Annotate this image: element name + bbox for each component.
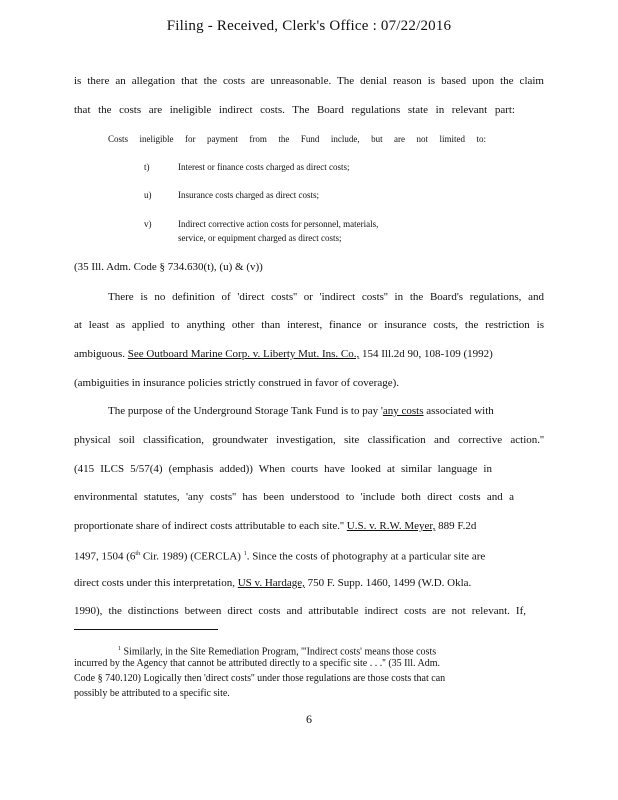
body-line: that the costs are ineligible indirect costs. The Board regulations state in relevant part: <box>74 104 515 116</box>
body-text: associated with <box>423 405 494 417</box>
body-text: Cir. 1989) (CERCLA) <box>140 550 244 563</box>
body-line: (415 ILCS 5/57(4) (emphasis added)) When courts have looked at similar language in <box>74 463 492 475</box>
citation: (35 Ill. Adm. Code § 734.630(t), (u) & (v)) <box>74 261 263 273</box>
quote-item-text: Interest or finance costs charged as direct costs; <box>178 162 350 172</box>
emphasis-underlined: any costs <box>382 405 424 417</box>
page-number: 6 <box>306 712 312 726</box>
body-text: ambiguous. <box>74 348 128 360</box>
footnote-line: possibly be attributed to a specific site. <box>74 688 230 699</box>
body-line: is there an allegation that the costs are unreasonable. The denial reason is based upon the claim <box>74 75 544 87</box>
block-quote-intro: Costs ineligible for payment from the Fund include, but are not limited to: <box>108 134 486 144</box>
footnote-line <box>118 643 498 658</box>
body-line <box>74 547 544 564</box>
body-text: . Since the costs of photography at a particular site are <box>246 550 486 563</box>
body-line <box>74 576 544 590</box>
footnote-line: Code § 740.120) Logically then 'direct costs'' under those regulations are those costs that can <box>74 673 446 684</box>
ordinal-superscript: th <box>135 551 141 557</box>
quote-item-label: u) <box>144 190 152 200</box>
footnote-reference: 1 <box>243 551 247 557</box>
footnote-line: incurred by the Agency that cannot be attributed directly to a specific site . . .'' (35 Ill. Adm. <box>74 658 440 669</box>
footnote-text: Similarly, in the Site Remediation Program, '''Indirect costs' means those costs <box>121 646 437 658</box>
body-line: at least as applied to anything other than interest, finance or insurance costs, the restriction is <box>74 319 544 331</box>
body-line: environmental statutes, 'any costs'' has been understood to 'include both direct costs and a <box>74 491 514 503</box>
body-text: direct costs under this interpretation, <box>74 577 238 589</box>
quote-item-text: Indirect corrective action costs for personnel, materials, <box>178 219 379 229</box>
footnote-divider <box>74 629 218 630</box>
body-text: 889 F.2d <box>438 520 477 532</box>
body-line <box>108 404 544 418</box>
body-line <box>74 519 544 533</box>
body-text: 750 F. Supp. 1460, 1499 (W.D. Okla. <box>307 577 472 589</box>
body-text: 154 Ill.2d 90, 108-109 (1992) <box>362 348 493 360</box>
body-line: There is no definition of 'direct costs'' or 'indirect costs'' in the Board's regulations, and <box>108 291 544 303</box>
case-citation: See Outboard Marine Corp. v. Liberty Mut. Ins. Co., <box>127 348 360 360</box>
body-text: proportionate share of indirect costs attributable to each site.'' <box>74 520 347 532</box>
case-citation: U.S. v. R.W. Meyer, <box>346 520 436 532</box>
body-line: (ambiguities in insurance policies strictly construed in favor of coverage). <box>74 377 400 389</box>
body-text: The purpose of the Underground Storage Tank Fund is to pay ' <box>108 405 383 417</box>
quote-item-label: t) <box>144 162 150 172</box>
quote-item-text: Insurance costs charged as direct costs; <box>178 190 320 200</box>
case-citation: US v. Hardage, <box>237 577 305 589</box>
body-text: 1497, 1504 (6 <box>74 550 136 563</box>
body-line: 1990), the distinctions between direct costs and attributable indirect costs are not relevant. If, <box>74 605 526 617</box>
filing-header: Filing - Received, Clerk's Office : 07/22/2016 <box>166 18 452 34</box>
body-line: physical soil classification, groundwater investigation, site classification and corrective action.'' <box>74 434 544 446</box>
body-line <box>74 347 544 361</box>
quote-item-text: service, or equipment charged as direct costs; <box>178 233 342 243</box>
footnote-marker: 1 <box>118 646 121 652</box>
quote-item-label: v) <box>144 219 152 229</box>
